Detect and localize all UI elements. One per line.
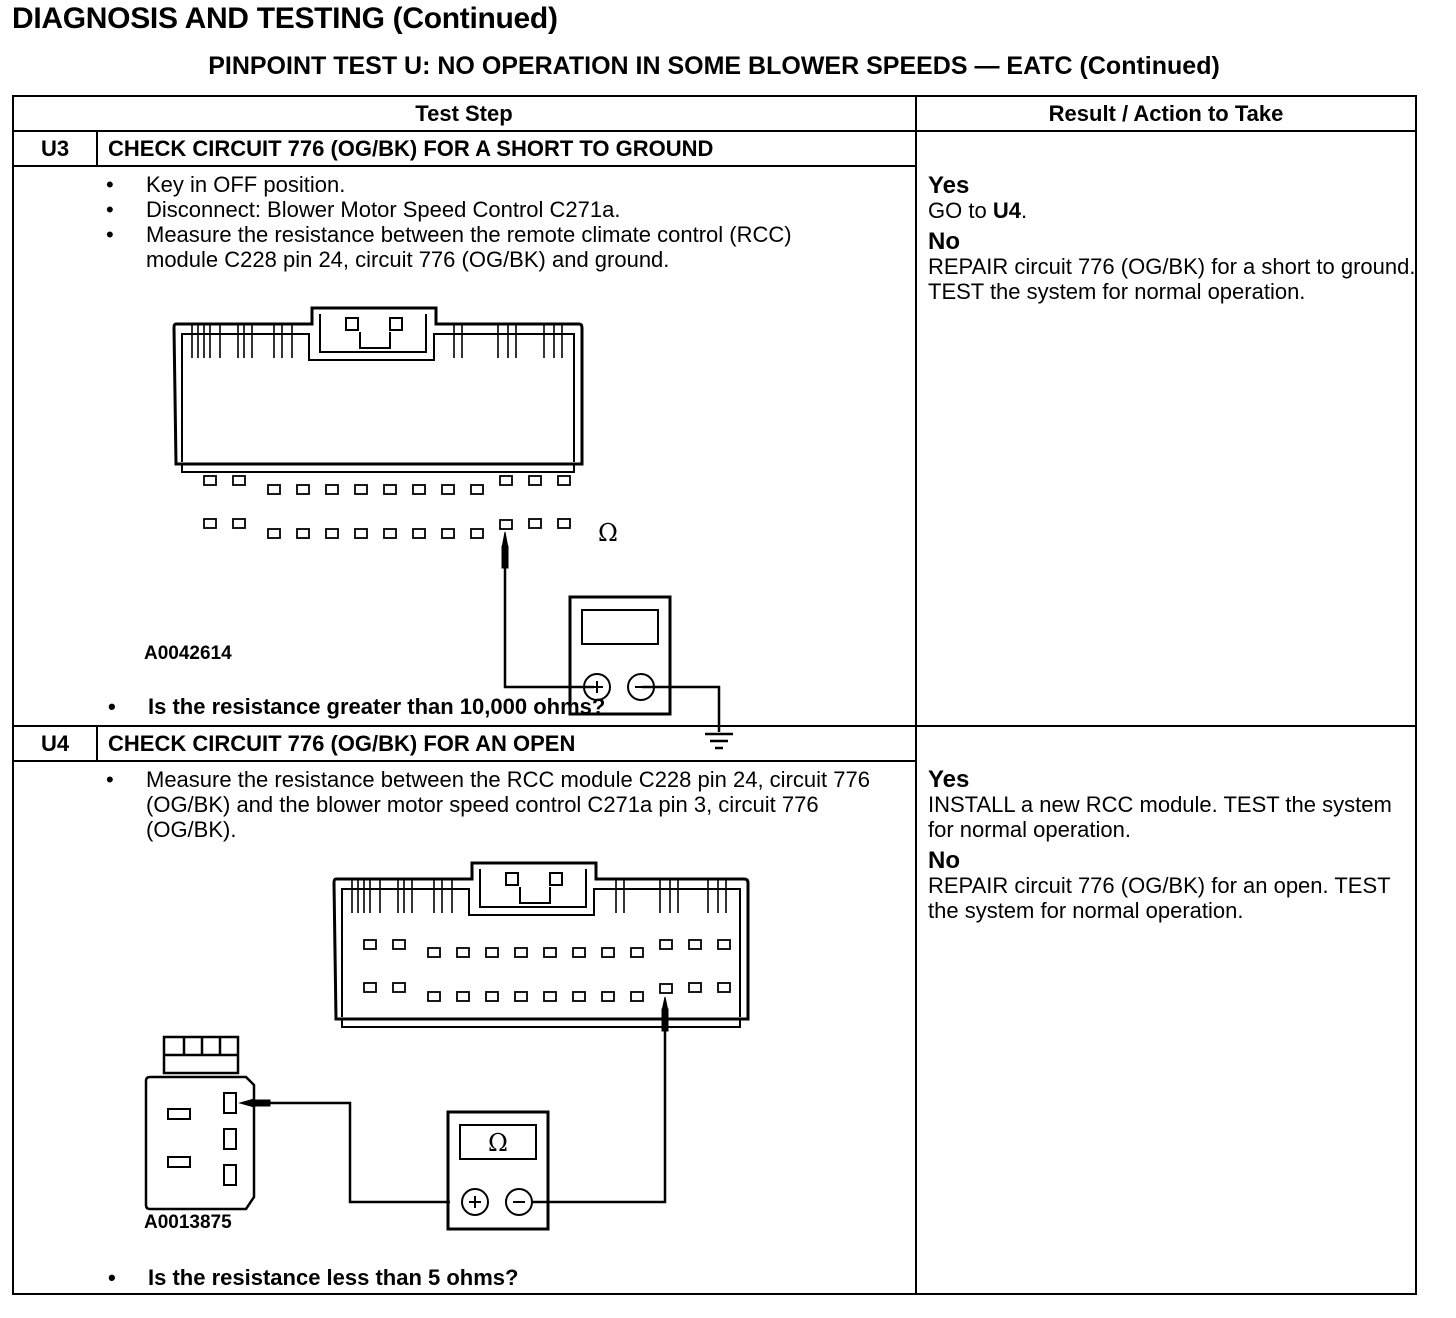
- step-id: U4: [40, 731, 70, 756]
- yes-label: Yes: [928, 766, 970, 793]
- yes-action: [928, 198, 1418, 223]
- u4-result: [928, 767, 1418, 923]
- step-id: U3: [40, 136, 70, 161]
- instruction-item: • Key in OFF position.: [104, 172, 864, 197]
- yes-action-target[interactable]: U4: [992, 198, 1021, 223]
- step-question: • Is the resistance less than 5 ohms?: [106, 1265, 518, 1291]
- figure-id: A0042614: [144, 643, 232, 664]
- no-label: No: [928, 847, 960, 874]
- no-label: No: [928, 228, 960, 255]
- u4-test-diagram: [14, 97, 914, 1293]
- blower-speed-control-connector-c271a: [146, 1037, 254, 1209]
- instruction-item: • Measure the resistance between the RCC module C228 pin 24, circuit 776 (OG/BK) and the blower motor speed control C271a pin 3, circuit 776 (OG/BK).: [104, 767, 884, 842]
- pinpoint-test-table: [12, 95, 1417, 1295]
- header-test-step: Test Step: [415, 101, 513, 126]
- yes-label: Yes: [928, 172, 970, 199]
- column-divider: [915, 97, 917, 1293]
- ohm-symbol: Ω: [488, 1129, 508, 1157]
- instruction-item: • Measure the resistance between the remote climate control (RCC) module C228 pin 24, circuit 776 (OG/BK) and ground.: [104, 222, 864, 272]
- step-question: • Is the resistance greater than 10,000 ohms?: [106, 694, 605, 720]
- no-action: REPAIR circuit 776 (OG/BK) for a short to ground. TEST the system for normal operation.: [928, 254, 1416, 304]
- probe-c271a: [240, 1099, 270, 1107]
- rcc-connector-c228: [334, 863, 748, 1027]
- pinpoint-test-subtitle: PINPOINT TEST U: NO OPERATION IN SOME BLOWER SPEEDS — EATC (Continued): [208, 52, 1220, 80]
- page-title: DIAGNOSIS AND TESTING (Continued): [12, 2, 558, 35]
- ohm-symbol: Ω: [598, 519, 618, 547]
- step-title: CHECK CIRCUIT 776 (OG/BK) FOR AN OPEN: [108, 731, 576, 756]
- probe-c228: [662, 997, 668, 1031]
- header-result: Result / Action to Take: [1048, 101, 1284, 126]
- yes-action: INSTALL a new RCC module. TEST the system for normal operation.: [928, 792, 1392, 842]
- yes-action-text: GO to: [928, 198, 987, 223]
- step-title: CHECK CIRCUIT 776 (OG/BK) FOR A SHORT TO GROUND: [108, 136, 714, 161]
- test-leads: [270, 1031, 665, 1202]
- yes-action-end: .: [1020, 198, 1028, 223]
- instruction-item: • Disconnect: Blower Motor Speed Control C271a.: [104, 197, 864, 222]
- figure-id: A0013875: [144, 1212, 232, 1233]
- no-action: REPAIR circuit 776 (OG/BK) for an open. TEST the system for normal operation.: [928, 873, 1391, 923]
- u3-result: [928, 173, 1418, 304]
